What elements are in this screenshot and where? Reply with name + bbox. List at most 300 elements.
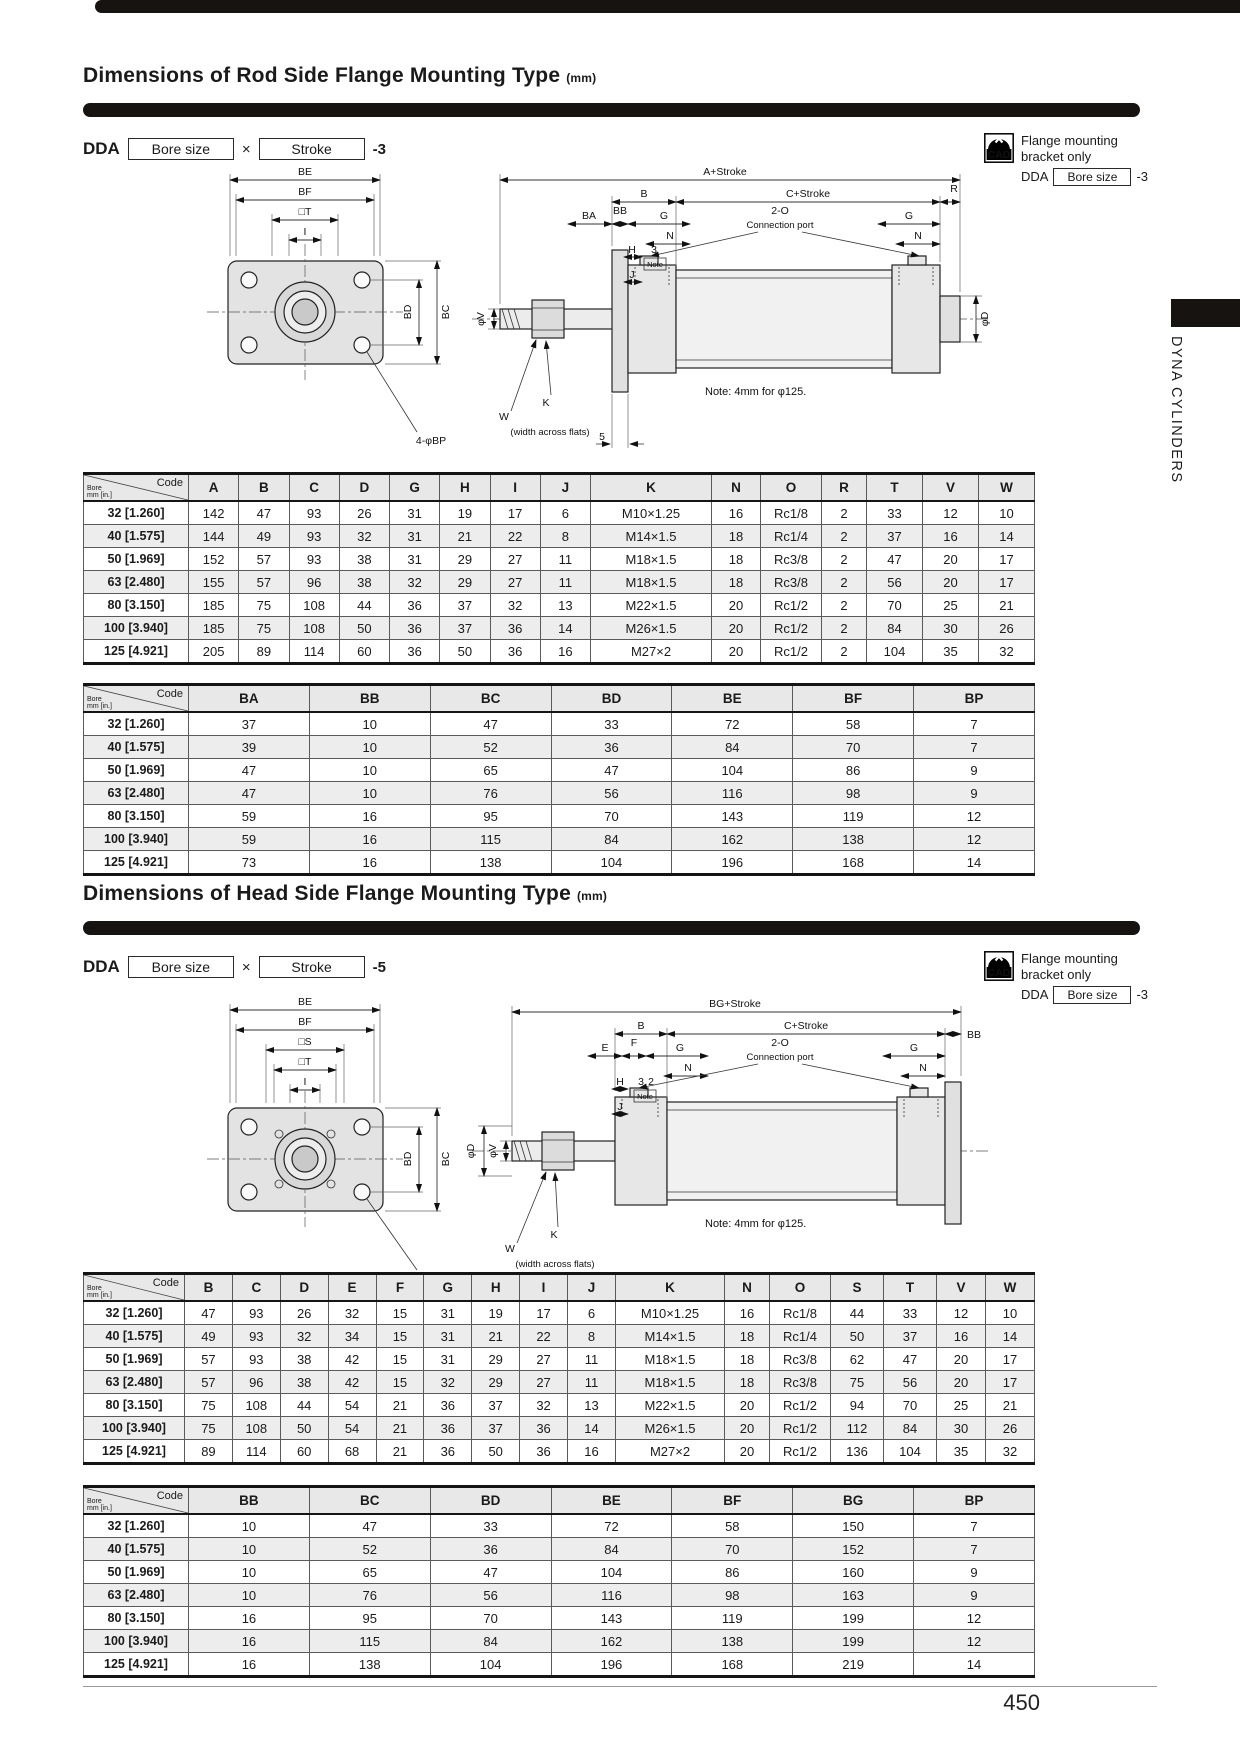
table-row	[84, 1301, 1035, 1325]
bore-size-cell: 125 [4.921]	[84, 640, 189, 664]
corner-header	[84, 1274, 185, 1302]
value-cell: 108	[289, 617, 339, 640]
section2-unit: (mm)	[576, 889, 608, 903]
value-cell: M14×1.5	[616, 1325, 725, 1348]
cad-ref-bore-box: Bore size	[1053, 986, 1131, 1004]
table-row	[84, 1607, 1035, 1630]
value-cell: 31	[424, 1301, 472, 1325]
connection-port-label: Connection port	[746, 1052, 814, 1063]
value-cell: 38	[280, 1348, 328, 1371]
value-cell: 7	[914, 712, 1035, 736]
value-cell: 20	[725, 1417, 770, 1440]
bore-size-box: Bore size	[128, 138, 234, 160]
value-cell: 52	[430, 736, 551, 759]
value-cell: 2	[822, 640, 867, 664]
value-cell: Rc1/8	[770, 1301, 831, 1325]
value-cell: 49	[239, 525, 289, 548]
cad-ref-suffix: -3	[1136, 169, 1149, 184]
value-cell: Rc1/4	[770, 1325, 831, 1348]
dim-label-j: J	[629, 269, 635, 281]
value-cell: 185	[189, 594, 239, 617]
dim-label-be: BE	[297, 996, 313, 1008]
value-cell: 13	[540, 594, 590, 617]
value-cell: 59	[189, 828, 310, 851]
value-cell: 36	[490, 617, 540, 640]
column-header: H	[472, 1274, 520, 1302]
dim-label-square-s: □S	[298, 1036, 312, 1048]
corner-code-label: Code	[156, 688, 183, 700]
dim-label-g-right: G	[909, 1042, 919, 1054]
value-cell: 95	[309, 1607, 430, 1630]
value-cell: 60	[280, 1440, 328, 1464]
value-cell: 36	[520, 1440, 568, 1464]
value-cell: 70	[867, 594, 923, 617]
value-cell: 14	[914, 1653, 1035, 1677]
value-cell: 44	[831, 1301, 884, 1325]
value-cell: M18×1.5	[591, 571, 712, 594]
table-row	[84, 782, 1035, 805]
value-cell: 26	[986, 1417, 1035, 1440]
value-cell: 196	[672, 851, 793, 875]
value-cell: 18	[725, 1325, 770, 1348]
value-cell: 18	[712, 525, 761, 548]
value-cell: 93	[289, 525, 339, 548]
table-row	[84, 1348, 1035, 1371]
value-cell: 27	[520, 1348, 568, 1371]
dim-label-h: H	[616, 1076, 624, 1088]
column-header: BG	[793, 1487, 914, 1515]
width-across-flats-label: (width across flats)	[515, 1259, 595, 1270]
column-header: K	[616, 1274, 725, 1302]
value-cell: 70	[884, 1394, 937, 1417]
value-cell: 7	[914, 736, 1035, 759]
column-header: D	[280, 1274, 328, 1302]
value-cell: 144	[189, 525, 239, 548]
value-cell: 18	[725, 1348, 770, 1371]
multiply-sign: ×	[241, 958, 251, 976]
column-header: BD	[551, 685, 672, 713]
value-cell: 72	[551, 1514, 672, 1538]
value-cell: 150	[793, 1514, 914, 1538]
value-cell: 12	[937, 1301, 986, 1325]
port-count-label: 2-O	[771, 205, 789, 217]
value-cell: 196	[551, 1653, 672, 1677]
value-cell: Rc1/2	[770, 1440, 831, 1464]
column-header: BD	[430, 1487, 551, 1515]
value-cell: 32	[424, 1371, 472, 1394]
section1-title-text: Dimensions of Rod Side Flange Mounting Type	[83, 64, 561, 87]
value-cell: 9	[914, 1584, 1035, 1607]
column-header: BE	[551, 1487, 672, 1515]
value-cell: 30	[923, 617, 979, 640]
dim-label-bb: BB	[612, 205, 628, 217]
value-cell: 56	[867, 571, 923, 594]
table-row	[84, 736, 1035, 759]
value-cell: 37	[867, 525, 923, 548]
value-cell: 50	[472, 1440, 520, 1464]
value-cell: 10	[309, 712, 430, 736]
value-cell: 35	[923, 640, 979, 664]
value-cell: M10×1.25	[616, 1301, 725, 1325]
dim-label-c-stroke: C+Stroke	[785, 188, 831, 200]
value-cell: 93	[289, 501, 339, 525]
bore-size-cell: 50 [1.969]	[84, 1561, 189, 1584]
dim-label-square-t: □T	[298, 206, 312, 218]
value-cell: 44	[339, 594, 389, 617]
value-cell: 104	[884, 1440, 937, 1464]
dim-label-n-right: N	[914, 230, 922, 242]
value-cell: 10	[189, 1538, 310, 1561]
diagram-note: Note: 4mm for φ125.	[705, 1218, 807, 1230]
cad-icon-label: CAD	[987, 967, 1011, 979]
value-cell: 12	[914, 805, 1035, 828]
value-cell: 16	[309, 805, 430, 828]
value-cell: 10	[189, 1584, 310, 1607]
value-cell: 47	[867, 548, 923, 571]
width-across-flats-label: (width across flats)	[510, 427, 590, 438]
value-cell: M10×1.25	[591, 501, 712, 525]
value-cell: 6	[540, 501, 590, 525]
bore-size-cell: 40 [1.575]	[84, 1538, 189, 1561]
column-header: W	[979, 474, 1035, 502]
dim-label-n-left: N	[666, 230, 674, 242]
dim-label-h: H	[628, 244, 636, 256]
dim-label-w: W	[499, 411, 509, 423]
value-cell: 108	[289, 594, 339, 617]
value-cell: 17	[490, 501, 540, 525]
head-flange-side-view-drawing	[450, 986, 1000, 1301]
value-cell: 47	[551, 759, 672, 782]
value-cell: 20	[937, 1371, 986, 1394]
value-cell: 47	[185, 1301, 233, 1325]
bore-size-cell: 80 [3.150]	[84, 1394, 185, 1417]
value-cell: M22×1.5	[616, 1394, 725, 1417]
value-cell: 39	[189, 736, 310, 759]
column-header: V	[937, 1274, 986, 1302]
bore-size-box: Bore size	[128, 956, 234, 978]
column-header: I	[490, 474, 540, 502]
dim-label-2: 2	[648, 1076, 654, 1088]
value-cell: 16	[725, 1301, 770, 1325]
column-header: C	[232, 1274, 280, 1302]
value-cell: 42	[328, 1371, 376, 1394]
value-cell: 20	[712, 617, 761, 640]
cad-ref-model	[1021, 168, 1148, 186]
note-ref-label: Note	[647, 260, 663, 269]
value-cell: 50	[831, 1325, 884, 1348]
table-row	[84, 525, 1035, 548]
value-cell: 54	[328, 1417, 376, 1440]
value-cell: 37	[472, 1394, 520, 1417]
value-cell: 84	[551, 828, 672, 851]
value-cell: 20	[725, 1440, 770, 1464]
value-cell: Rc1/2	[770, 1417, 831, 1440]
value-cell: Rc1/2	[761, 594, 822, 617]
value-cell: 31	[424, 1325, 472, 1348]
dim-label-g-left: G	[675, 1042, 685, 1054]
value-cell: 73	[189, 851, 310, 875]
value-cell: 18	[725, 1371, 770, 1394]
section2-title	[83, 882, 607, 906]
cad-icon-label: CAD	[987, 149, 1011, 161]
column-header: BP	[914, 1487, 1035, 1515]
value-cell: 33	[867, 501, 923, 525]
note-ref-label: Note	[637, 1092, 653, 1101]
cad-ref-prefix: DDA	[1021, 987, 1049, 1002]
column-header: I	[520, 1274, 568, 1302]
value-cell: 32	[328, 1301, 376, 1325]
value-cell: 52	[309, 1538, 430, 1561]
value-cell: 37	[189, 712, 310, 736]
bore-size-cell: 80 [3.150]	[84, 1607, 189, 1630]
cad-icon[interactable]	[984, 951, 1014, 981]
dim-label-r: R	[950, 183, 958, 195]
value-cell: 36	[551, 736, 672, 759]
stroke-box: Stroke	[259, 138, 365, 160]
bore-size-cell: 100 [3.940]	[84, 828, 189, 851]
value-cell: 15	[376, 1371, 424, 1394]
column-header: J	[540, 474, 590, 502]
value-cell: M18×1.5	[616, 1371, 725, 1394]
value-cell: 21	[472, 1325, 520, 1348]
column-header: W	[986, 1274, 1035, 1302]
value-cell: 50	[339, 617, 389, 640]
value-cell: 8	[568, 1325, 616, 1348]
value-cell: 47	[309, 1514, 430, 1538]
value-cell: 9	[914, 1561, 1035, 1584]
head-flange-front-view-drawing	[195, 988, 455, 1288]
column-header: D	[339, 474, 389, 502]
value-cell: 76	[309, 1584, 430, 1607]
value-cell: 8	[540, 525, 590, 548]
value-cell: 21	[376, 1394, 424, 1417]
value-cell: 138	[430, 851, 551, 875]
value-cell: 20	[937, 1348, 986, 1371]
bore-size-cell: 63 [2.480]	[84, 1371, 185, 1394]
bore-size-cell: 50 [1.969]	[84, 759, 189, 782]
value-cell: 37	[440, 617, 490, 640]
table-row	[84, 1417, 1035, 1440]
value-cell: 10	[309, 782, 430, 805]
corner-header	[84, 1487, 189, 1515]
value-cell: 32	[339, 525, 389, 548]
value-cell: 93	[232, 1325, 280, 1348]
dim-label-b: B	[640, 188, 648, 200]
value-cell: M22×1.5	[591, 594, 712, 617]
value-cell: 12	[923, 501, 979, 525]
column-header: O	[770, 1274, 831, 1302]
value-cell: 96	[232, 1371, 280, 1394]
corner-bore-label: Bore mm [in.]	[87, 1285, 112, 1299]
value-cell: 47	[884, 1348, 937, 1371]
dim-label-phi-d: φD	[979, 311, 991, 327]
value-cell: 37	[440, 594, 490, 617]
value-cell: 27	[490, 548, 540, 571]
value-cell: 57	[185, 1348, 233, 1371]
value-cell: 16	[189, 1630, 310, 1653]
value-cell: 2	[822, 525, 867, 548]
value-cell: 36	[520, 1417, 568, 1440]
corner-header	[84, 474, 189, 502]
value-cell: 163	[793, 1584, 914, 1607]
value-cell: Rc1/2	[761, 640, 822, 664]
diagram-note: Note: 4mm for φ125.	[705, 386, 807, 398]
value-cell: Rc1/8	[761, 501, 822, 525]
page-number: 450	[1003, 1690, 1040, 1715]
value-cell: 50	[440, 640, 490, 664]
value-cell: 17	[520, 1301, 568, 1325]
column-header: BP	[914, 685, 1035, 713]
section2-title-text: Dimensions of Head Side Flange Mounting Type	[83, 882, 571, 905]
value-cell: M14×1.5	[591, 525, 712, 548]
dim-label-bd: BD	[402, 1151, 414, 1167]
value-cell: 116	[672, 782, 793, 805]
dim-label-bg-stroke: BG+Stroke	[709, 998, 761, 1010]
value-cell: 84	[551, 1538, 672, 1561]
column-header: BC	[430, 685, 551, 713]
value-cell: 47	[189, 782, 310, 805]
value-cell: 93	[232, 1301, 280, 1325]
bore-size-cell: 50 [1.969]	[84, 1348, 185, 1371]
value-cell: 37	[884, 1325, 937, 1348]
value-cell: 30	[937, 1417, 986, 1440]
value-cell: 32	[520, 1394, 568, 1417]
value-cell: 143	[672, 805, 793, 828]
value-cell: 70	[551, 805, 672, 828]
value-cell: 84	[430, 1630, 551, 1653]
column-header: K	[591, 474, 712, 502]
value-cell: 62	[831, 1348, 884, 1371]
value-cell: 98	[672, 1584, 793, 1607]
value-cell: 199	[793, 1630, 914, 1653]
table-row	[84, 571, 1035, 594]
value-cell: 57	[239, 571, 289, 594]
value-cell: 10	[979, 501, 1035, 525]
value-cell: 16	[189, 1607, 310, 1630]
table-row	[84, 805, 1035, 828]
rod-flange-side-view-drawing	[450, 154, 1000, 469]
table-row	[84, 1371, 1035, 1394]
value-cell: 14	[914, 851, 1035, 875]
column-header: BF	[793, 685, 914, 713]
column-header: N	[725, 1274, 770, 1302]
value-cell: 75	[185, 1394, 233, 1417]
value-cell: 16	[568, 1440, 616, 1464]
dim-label-g-left: G	[659, 210, 669, 222]
value-cell: Rc3/8	[761, 571, 822, 594]
value-cell: 12	[914, 1630, 1035, 1653]
value-cell: 58	[672, 1514, 793, 1538]
value-cell: Rc3/8	[770, 1348, 831, 1371]
connection-port-label: Connection port	[746, 220, 814, 231]
value-cell: 36	[424, 1394, 472, 1417]
value-cell: 50	[280, 1417, 328, 1440]
value-cell: 20	[923, 548, 979, 571]
value-cell: 70	[430, 1607, 551, 1630]
table-row	[84, 1440, 1035, 1464]
value-cell: 16	[923, 525, 979, 548]
column-header: T	[867, 474, 923, 502]
column-header: BA	[189, 685, 310, 713]
dim-label-b: B	[637, 1020, 645, 1032]
value-cell: 54	[328, 1394, 376, 1417]
value-cell: 59	[189, 805, 310, 828]
value-cell: 33	[884, 1301, 937, 1325]
column-header: F	[376, 1274, 424, 1302]
value-cell: 58	[793, 712, 914, 736]
value-cell: 17	[986, 1371, 1035, 1394]
value-cell: 11	[540, 571, 590, 594]
value-cell: 6	[568, 1301, 616, 1325]
value-cell: 119	[672, 1607, 793, 1630]
bore-size-cell: 32 [1.260]	[84, 1514, 189, 1538]
column-header: BE	[672, 685, 793, 713]
value-cell: 21	[440, 525, 490, 548]
value-cell: 115	[430, 828, 551, 851]
value-cell: 18	[712, 548, 761, 571]
side-tab-label: DYNA CYLINDERS	[1168, 336, 1184, 484]
value-cell: 32	[979, 640, 1035, 664]
value-cell: 114	[289, 640, 339, 664]
rod-flange-main-dimension-table	[83, 472, 1035, 665]
dim-label-j: J	[617, 1101, 623, 1113]
value-cell: Rc1/2	[770, 1394, 831, 1417]
section2-cad-callout	[984, 951, 1148, 1004]
value-cell: 14	[979, 525, 1035, 548]
value-cell: 27	[520, 1371, 568, 1394]
dim-label-bf: BF	[298, 1016, 312, 1028]
value-cell: 16	[309, 828, 430, 851]
column-header: BB	[309, 685, 430, 713]
value-cell: 108	[232, 1394, 280, 1417]
value-cell: 7	[914, 1538, 1035, 1561]
value-cell: 115	[309, 1630, 430, 1653]
cad-ref-suffix: -3	[1136, 987, 1149, 1002]
table-row	[84, 828, 1035, 851]
value-cell: 29	[440, 571, 490, 594]
value-cell: 104	[430, 1653, 551, 1677]
value-cell: 29	[472, 1371, 520, 1394]
table-row	[84, 548, 1035, 571]
dim-label-c-stroke: C+Stroke	[783, 1020, 829, 1032]
value-cell: 27	[490, 571, 540, 594]
corner-code-label: Code	[156, 1490, 183, 1502]
head-flange-main-dimension-table	[83, 1272, 1035, 1465]
value-cell: 162	[672, 828, 793, 851]
column-header: G	[424, 1274, 472, 1302]
value-cell: 10	[309, 736, 430, 759]
value-cell: 108	[232, 1417, 280, 1440]
dim-label-a-stroke: A+Stroke	[703, 166, 747, 178]
column-header: BC	[309, 1487, 430, 1515]
value-cell: 95	[430, 805, 551, 828]
value-cell: 42	[328, 1348, 376, 1371]
value-cell: 75	[185, 1417, 233, 1440]
value-cell: 36	[390, 594, 440, 617]
value-cell: 15	[376, 1301, 424, 1325]
value-cell: 57	[239, 548, 289, 571]
bore-size-cell: 125 [4.921]	[84, 1440, 185, 1464]
value-cell: 116	[551, 1584, 672, 1607]
bore-size-cell: 32 [1.260]	[84, 712, 189, 736]
corner-bore-label: Bore mm [in.]	[87, 485, 112, 499]
value-cell: 36	[390, 617, 440, 640]
value-cell: 14	[568, 1417, 616, 1440]
value-cell: 72	[672, 712, 793, 736]
corner-header	[84, 685, 189, 713]
value-cell: 75	[239, 594, 289, 617]
value-cell: 38	[280, 1371, 328, 1394]
